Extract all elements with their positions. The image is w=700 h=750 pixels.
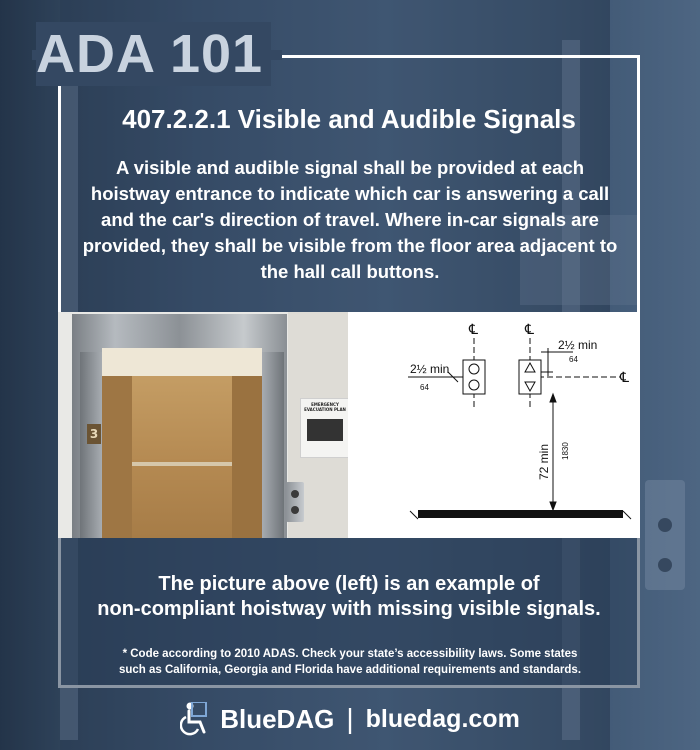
photo-door-jamb-right [262,352,284,538]
caption-line-2: non-compliant hoistway with missing visible signals. [97,598,601,620]
centerline-symbol-3: ℄ [620,370,629,386]
title-block [36,22,271,86]
dimension-left: 2½ min [410,362,450,376]
footnote-line-2: such as California, Georgia and Florida have additional requirements and standards. [118,664,582,676]
centerline-symbol-2: ℄ [525,322,534,338]
photo-call-button-down [291,506,299,514]
brand-footer [0,697,700,741]
caption-line-1: The picture above (left) is an example of [158,573,540,595]
dimension-left-mm: 64 [420,383,429,392]
photo-call-button-up [291,490,299,498]
photo-evacuation-sign [300,398,348,458]
signal-diagram [348,312,640,538]
page-title: ADA 101 [36,24,264,84]
image-strip [58,312,640,538]
photo-car-wall-left [102,376,132,538]
photo-handrail [132,462,232,466]
dimension-top-right-mm: 64 [569,355,578,364]
photo-floor-number: 3 [87,424,101,444]
photo-call-button-panel [286,482,304,522]
photo-car-ceiling [102,348,262,376]
section-title: 407.2.2.1 Visible and Audible Signals [122,104,576,134]
dimension-top-right: 2½ min [558,338,598,352]
photo-sign-map [307,419,343,441]
brand-url[interactable]: bluedag.com [365,704,520,733]
brand-separator: | [346,703,354,734]
wheelchair-icon [180,702,210,736]
centerline-symbol-1: ℄ [469,322,478,338]
section-description: A visible and audible signal shall be provided at each hoistway entrance to indicate which car is answering a call and the car's direction of travel. Where in-car signals are provided, they shall be visible from the floor area adjacent to the hall call buttons. [82,157,618,282]
footnote-line-1: * Code according to 2010 ADAS. Check your state’s accessibility laws. Some states [122,648,578,660]
photo-car-wall-right [232,376,262,538]
elevator-photo [58,312,348,538]
dimension-vertical-mm: 1830 [561,442,570,460]
signal-diagram-drawing [348,312,640,538]
image-caption [58,572,640,622]
code-footnote [72,646,628,678]
dimension-vertical: 72 min [537,443,551,480]
photo-sign-header: EMERGENCY EVACUATION PLAN [304,402,346,412]
photo-door-jamb-left [80,352,102,538]
brand-name: BlueDAG [220,703,335,734]
